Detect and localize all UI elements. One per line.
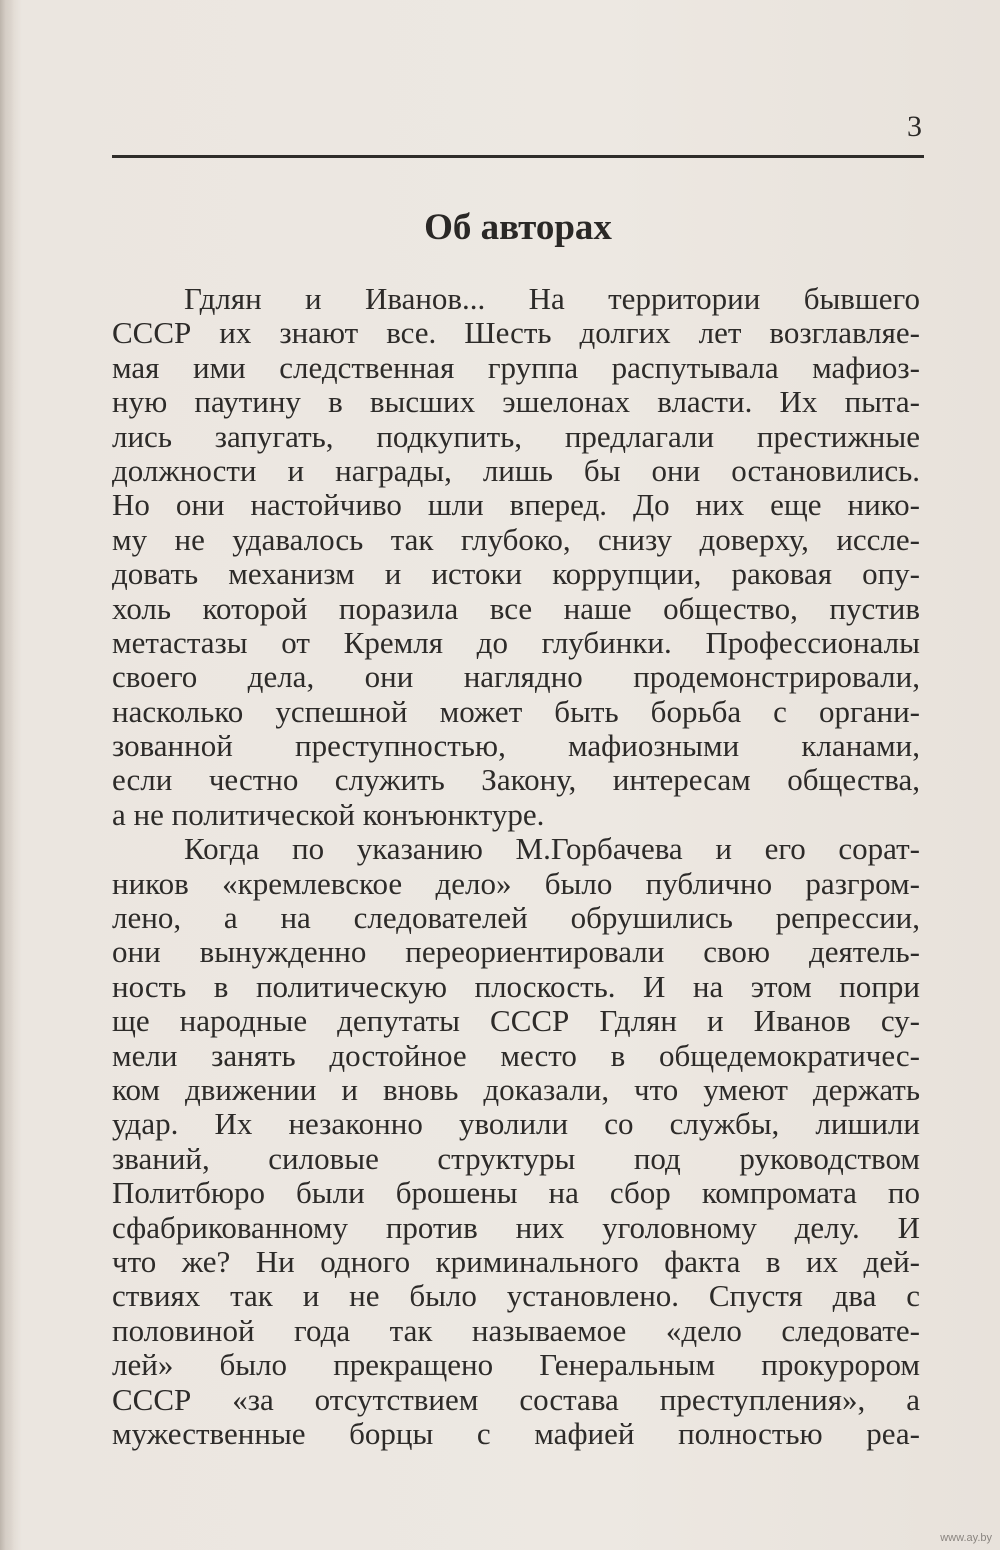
text-line: мужественные борцы с мафией полностью реа- bbox=[112, 1415, 920, 1451]
text-line: удар. Их незаконно уволили со службы, лишили bbox=[112, 1106, 920, 1142]
text-line: ще народные депутаты СССР Гдлян и Иванов су- bbox=[112, 1003, 920, 1039]
page-number: 3 bbox=[907, 110, 922, 143]
text-line: ников «кремлевское дело» было публично разгром- bbox=[112, 865, 920, 901]
text-line: Гдлян и Иванов... На территории бывшего bbox=[184, 281, 920, 316]
text-line: му не удавалось так глубоко, снизу доверху, иссле- bbox=[112, 521, 920, 557]
text-line: ную паутину в высших эшелонах власти. Их пыта- bbox=[112, 384, 920, 420]
text-line: половиной года так называемое «дело следовате- bbox=[112, 1312, 920, 1348]
text-line: мая ими следственная группа распутывала мафиоз- bbox=[112, 349, 920, 385]
text-line: ность в политическую плоскость. И на этом попри bbox=[112, 968, 920, 1004]
text-line: званий, силовые структуры под руководством bbox=[112, 1140, 920, 1176]
text-line: СССР «за отсутствием состава преступления», а bbox=[112, 1381, 920, 1417]
text-line: мели занять достойное место в общедемократичес- bbox=[112, 1037, 920, 1073]
text-line: метастазы от Кремля до глубинки. Профессионалы bbox=[112, 624, 920, 660]
text-line: если честно служить Закону, интересам общества, bbox=[112, 762, 920, 798]
text-line: Но они настойчиво шли вперед. До них еще нико- bbox=[112, 487, 920, 523]
text-line: лей» было прекращено Генеральным прокурором bbox=[112, 1347, 920, 1383]
text-line: ствиях так и не было установлено. Спустя два с bbox=[112, 1278, 920, 1314]
text-line: Когда по указанию М.Горбачева и его сорат- bbox=[184, 831, 920, 867]
text-line: лено, а на следователей обрушились репрессии, bbox=[112, 900, 920, 936]
body-text bbox=[112, 282, 920, 1451]
text-line: сфабрикованному против них уголовному делу. И bbox=[112, 1209, 920, 1245]
text-line: зованной преступностью, мафиозными кланами, bbox=[112, 728, 920, 764]
text-line: а не политической конъюнктуре. bbox=[112, 796, 545, 832]
text-line: они вынужденно переориентировали свою деятель- bbox=[112, 934, 920, 970]
watermark: www.ay.by bbox=[940, 1532, 992, 1544]
text-line: ком движении и вновь доказали, что умеют держать bbox=[112, 1071, 920, 1107]
text-line: СССР их знают все. Шесть долгих лет возглавляе- bbox=[112, 315, 920, 351]
text-line: насколько успешной может быть борьба с органи- bbox=[112, 693, 920, 729]
text-line: Политбюро были брошены на сбор компромата по bbox=[112, 1175, 920, 1211]
header-rule bbox=[112, 155, 924, 158]
page-spine-shadow bbox=[0, 0, 14, 1550]
text-line: своего дела, они наглядно продемонстрировали, bbox=[112, 659, 920, 695]
text-line: холь которой поразила все наше общество, пустив bbox=[112, 590, 920, 626]
text-line: должности и награды, лишь бы они остановились. bbox=[112, 452, 920, 488]
text-line: что же? Ни одного криминального факта в их дей- bbox=[112, 1243, 920, 1279]
text-line: довать механизм и истоки коррупции, раковая опу- bbox=[112, 556, 920, 592]
page-title: Об авторах bbox=[424, 207, 612, 248]
text-line: лись запугать, подкупить, предлагали престижные bbox=[112, 418, 920, 454]
